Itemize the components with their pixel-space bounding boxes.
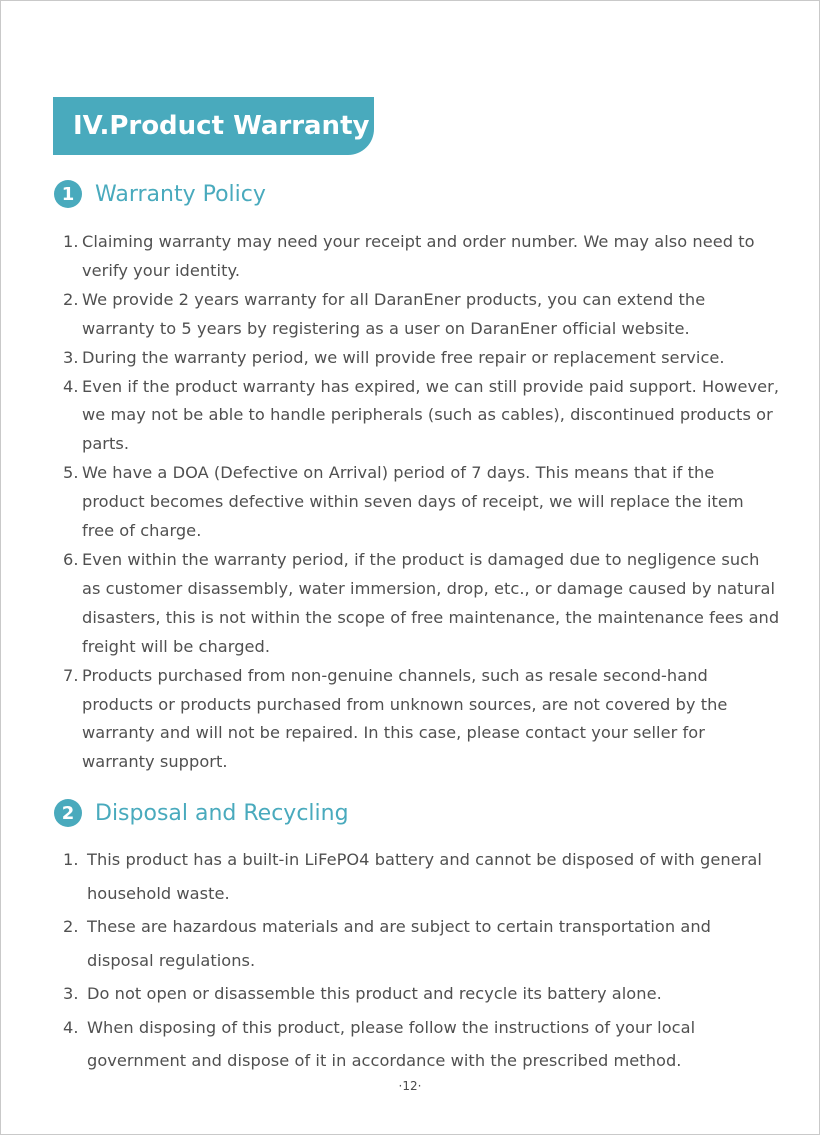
item-index: 2. (63, 917, 79, 936)
item-index: 3. (63, 984, 79, 1003)
list-item (63, 662, 781, 778)
disposal-recycling-list (63, 843, 781, 1078)
item-text: These are hazardous materials and are subject to certain transportation and disposal regulations. (87, 917, 711, 970)
list-item (63, 977, 781, 1011)
list-item (63, 910, 781, 977)
item-text: Do not open or disassemble this product and recycle its battery alone. (87, 984, 662, 1003)
item-text: We provide 2 years warranty for all DaranEner products, you can extend the warranty to 5 years by registering as a user on DaranEner official website. (82, 289, 706, 338)
section-heading-disposal-recycling (54, 798, 349, 828)
list-item (63, 286, 781, 344)
list-item (63, 459, 781, 546)
section-number-badge: 2 (54, 799, 82, 827)
item-index: 4. (63, 1017, 79, 1037)
warranty-policy-list (63, 228, 781, 777)
item-text: When disposing of this product, please follow the instructions of your local government and dispose of it in accordance with the prescribed method. (87, 1017, 696, 1070)
chapter-banner (53, 97, 374, 155)
item-text: Products purchased from non-genuine channels, such as resale second-hand products or products purchased from unknown sources, are not covered by the warranty and will not be repaired. In this case, please contact your seller for warranty support. (82, 665, 728, 772)
chapter-title: IV.Product Warranty (73, 111, 370, 141)
item-text: Even if the product warranty has expired, we can still provide paid support. However, we may not be able to handle peripherals (such as cables), discontinued products or parts. (82, 376, 780, 454)
item-index: 3. (63, 347, 79, 367)
list-item (63, 373, 781, 460)
section-title: Warranty Policy (95, 181, 266, 207)
page-number: ·12· (398, 1079, 422, 1093)
item-text: During the warranty period, we will provide free repair or replacement service. (82, 347, 725, 367)
list-item (63, 546, 781, 662)
list-item (63, 344, 781, 373)
section-title: Disposal and Recycling (95, 800, 349, 826)
item-index: 5. (63, 463, 79, 483)
section-heading-warranty-policy (54, 179, 266, 209)
item-index: 2. (63, 289, 79, 309)
item-text: Even within the warranty period, if the product is damaged due to negligence such as customer disassembly, water immersion, drop, etc., or damage caused by natural disasters, this is not within the scope of free maintenance, the maintenance fees and freight will be charged. (82, 549, 780, 656)
section-number-badge: 1 (54, 180, 82, 208)
list-item (63, 1011, 781, 1078)
item-text: Claiming warranty may need your receipt and order number. We may also need to verify your identity. (82, 232, 755, 280)
item-index: 6. (63, 549, 79, 569)
item-index: 4. (63, 376, 79, 396)
list-item (63, 843, 781, 910)
item-index: 1. (63, 850, 79, 869)
item-text: This product has a built-in LiFePO4 battery and cannot be disposed of with general household waste. (87, 850, 762, 903)
item-index: 7. (63, 665, 79, 685)
item-index: 1. (63, 232, 79, 251)
item-text: We have a DOA (Defective on Arrival) period of 7 days. This means that if the product becomes defective within seven days of receipt, we will replace the item free of charge. (82, 463, 744, 541)
list-item (63, 228, 781, 286)
